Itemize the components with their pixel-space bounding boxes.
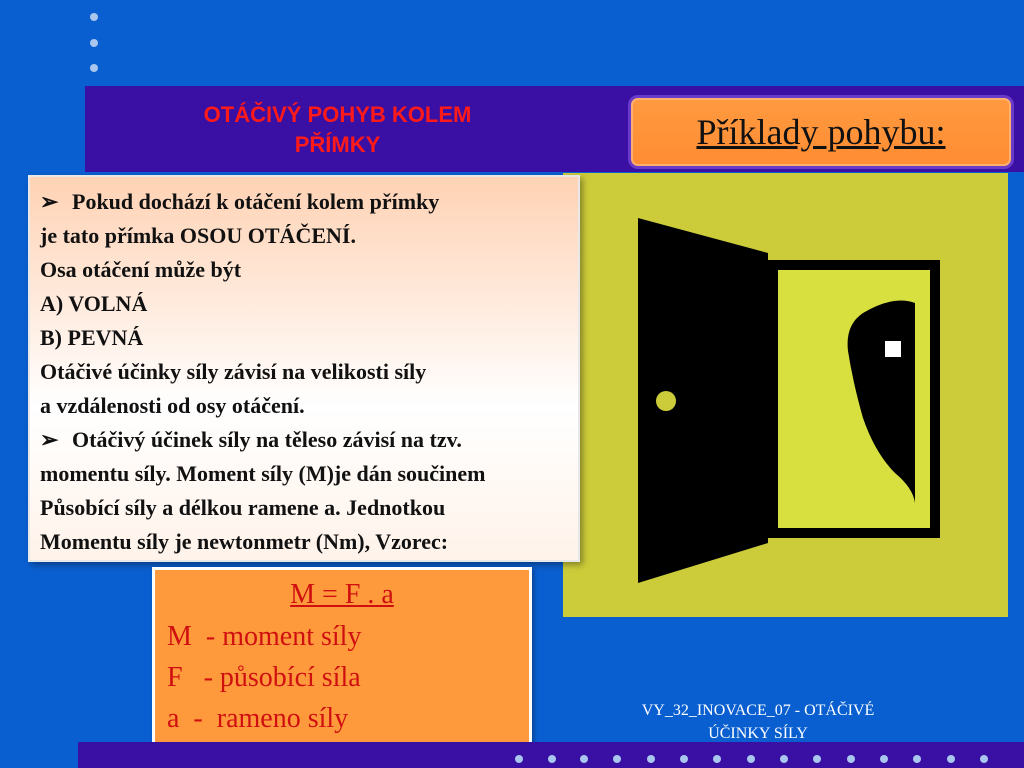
decor-dot <box>713 755 721 763</box>
text-line: a vzdálenosti od osy otáčení. <box>40 393 305 418</box>
decor-dot <box>90 39 98 47</box>
text-line: momentu síly. Moment síly (M)je dán součinem <box>40 461 486 486</box>
slide-title <box>110 100 565 160</box>
text-line: Otáčivé účinky síly závisí na velikosti síly <box>40 359 427 384</box>
formula-definition: M - moment síly <box>167 621 362 652</box>
decor-dot <box>913 755 921 763</box>
slide-title-line2: PŘÍMKY <box>294 132 381 157</box>
slide-title-line1: OTÁČIVÝ POHYB KOLEM <box>203 102 472 127</box>
text-line: A) VOLNÁ <box>40 291 148 316</box>
decor-dot <box>90 64 98 72</box>
formula-box <box>152 567 532 746</box>
decor-dot <box>980 755 988 763</box>
decor-dot <box>548 755 556 763</box>
decor-dot <box>580 755 588 763</box>
open-door-icon <box>563 173 1008 617</box>
decor-dot <box>515 755 523 763</box>
decor-dot <box>947 755 955 763</box>
footer-line2: ÚČINKY SÍLY <box>708 725 808 742</box>
formula-definition: a - rameno síly <box>167 703 349 734</box>
text-line: Momentu síly je newtonmetr (Nm), Vzorec: <box>40 529 449 554</box>
formula-equation: M = F . a <box>290 579 394 610</box>
text-line: Osa otáčení může být <box>40 257 242 282</box>
explanation-textbox <box>28 175 580 562</box>
arrow-bullet-icon: ➢ <box>40 189 59 214</box>
decor-dot <box>747 755 755 763</box>
decor-dot <box>847 755 855 763</box>
examples-heading-box <box>628 95 1014 169</box>
decor-dot <box>613 755 621 763</box>
text-line: B) PEVNÁ <box>40 325 144 350</box>
footer-label <box>588 699 928 745</box>
text-line: je tato přímka OSOU OTÁČENÍ. <box>40 223 356 248</box>
door-illustration <box>563 173 1008 617</box>
text-line: ➢ Pokud dochází k otáčení kolem přímky <box>40 185 578 219</box>
arrow-bullet-icon: ➢ <box>40 427 59 452</box>
text-line: ➢ Otáčivý účinek síly na těleso závisí na tzv. <box>40 423 578 457</box>
decor-dot <box>647 755 655 763</box>
text-line: Působící síly a délkou ramene a. Jednotkou <box>40 495 446 520</box>
examples-heading: Příklady pohybu: <box>696 112 946 152</box>
decor-dot <box>880 755 888 763</box>
footer-line1: VY_32_INOVACE_07 - OTÁČIVÉ <box>641 702 875 719</box>
decor-dot <box>780 755 788 763</box>
decor-dot <box>90 13 98 21</box>
decor-dot <box>680 755 688 763</box>
decor-dot <box>813 755 821 763</box>
formula-definition: F - působící síla <box>167 662 361 693</box>
